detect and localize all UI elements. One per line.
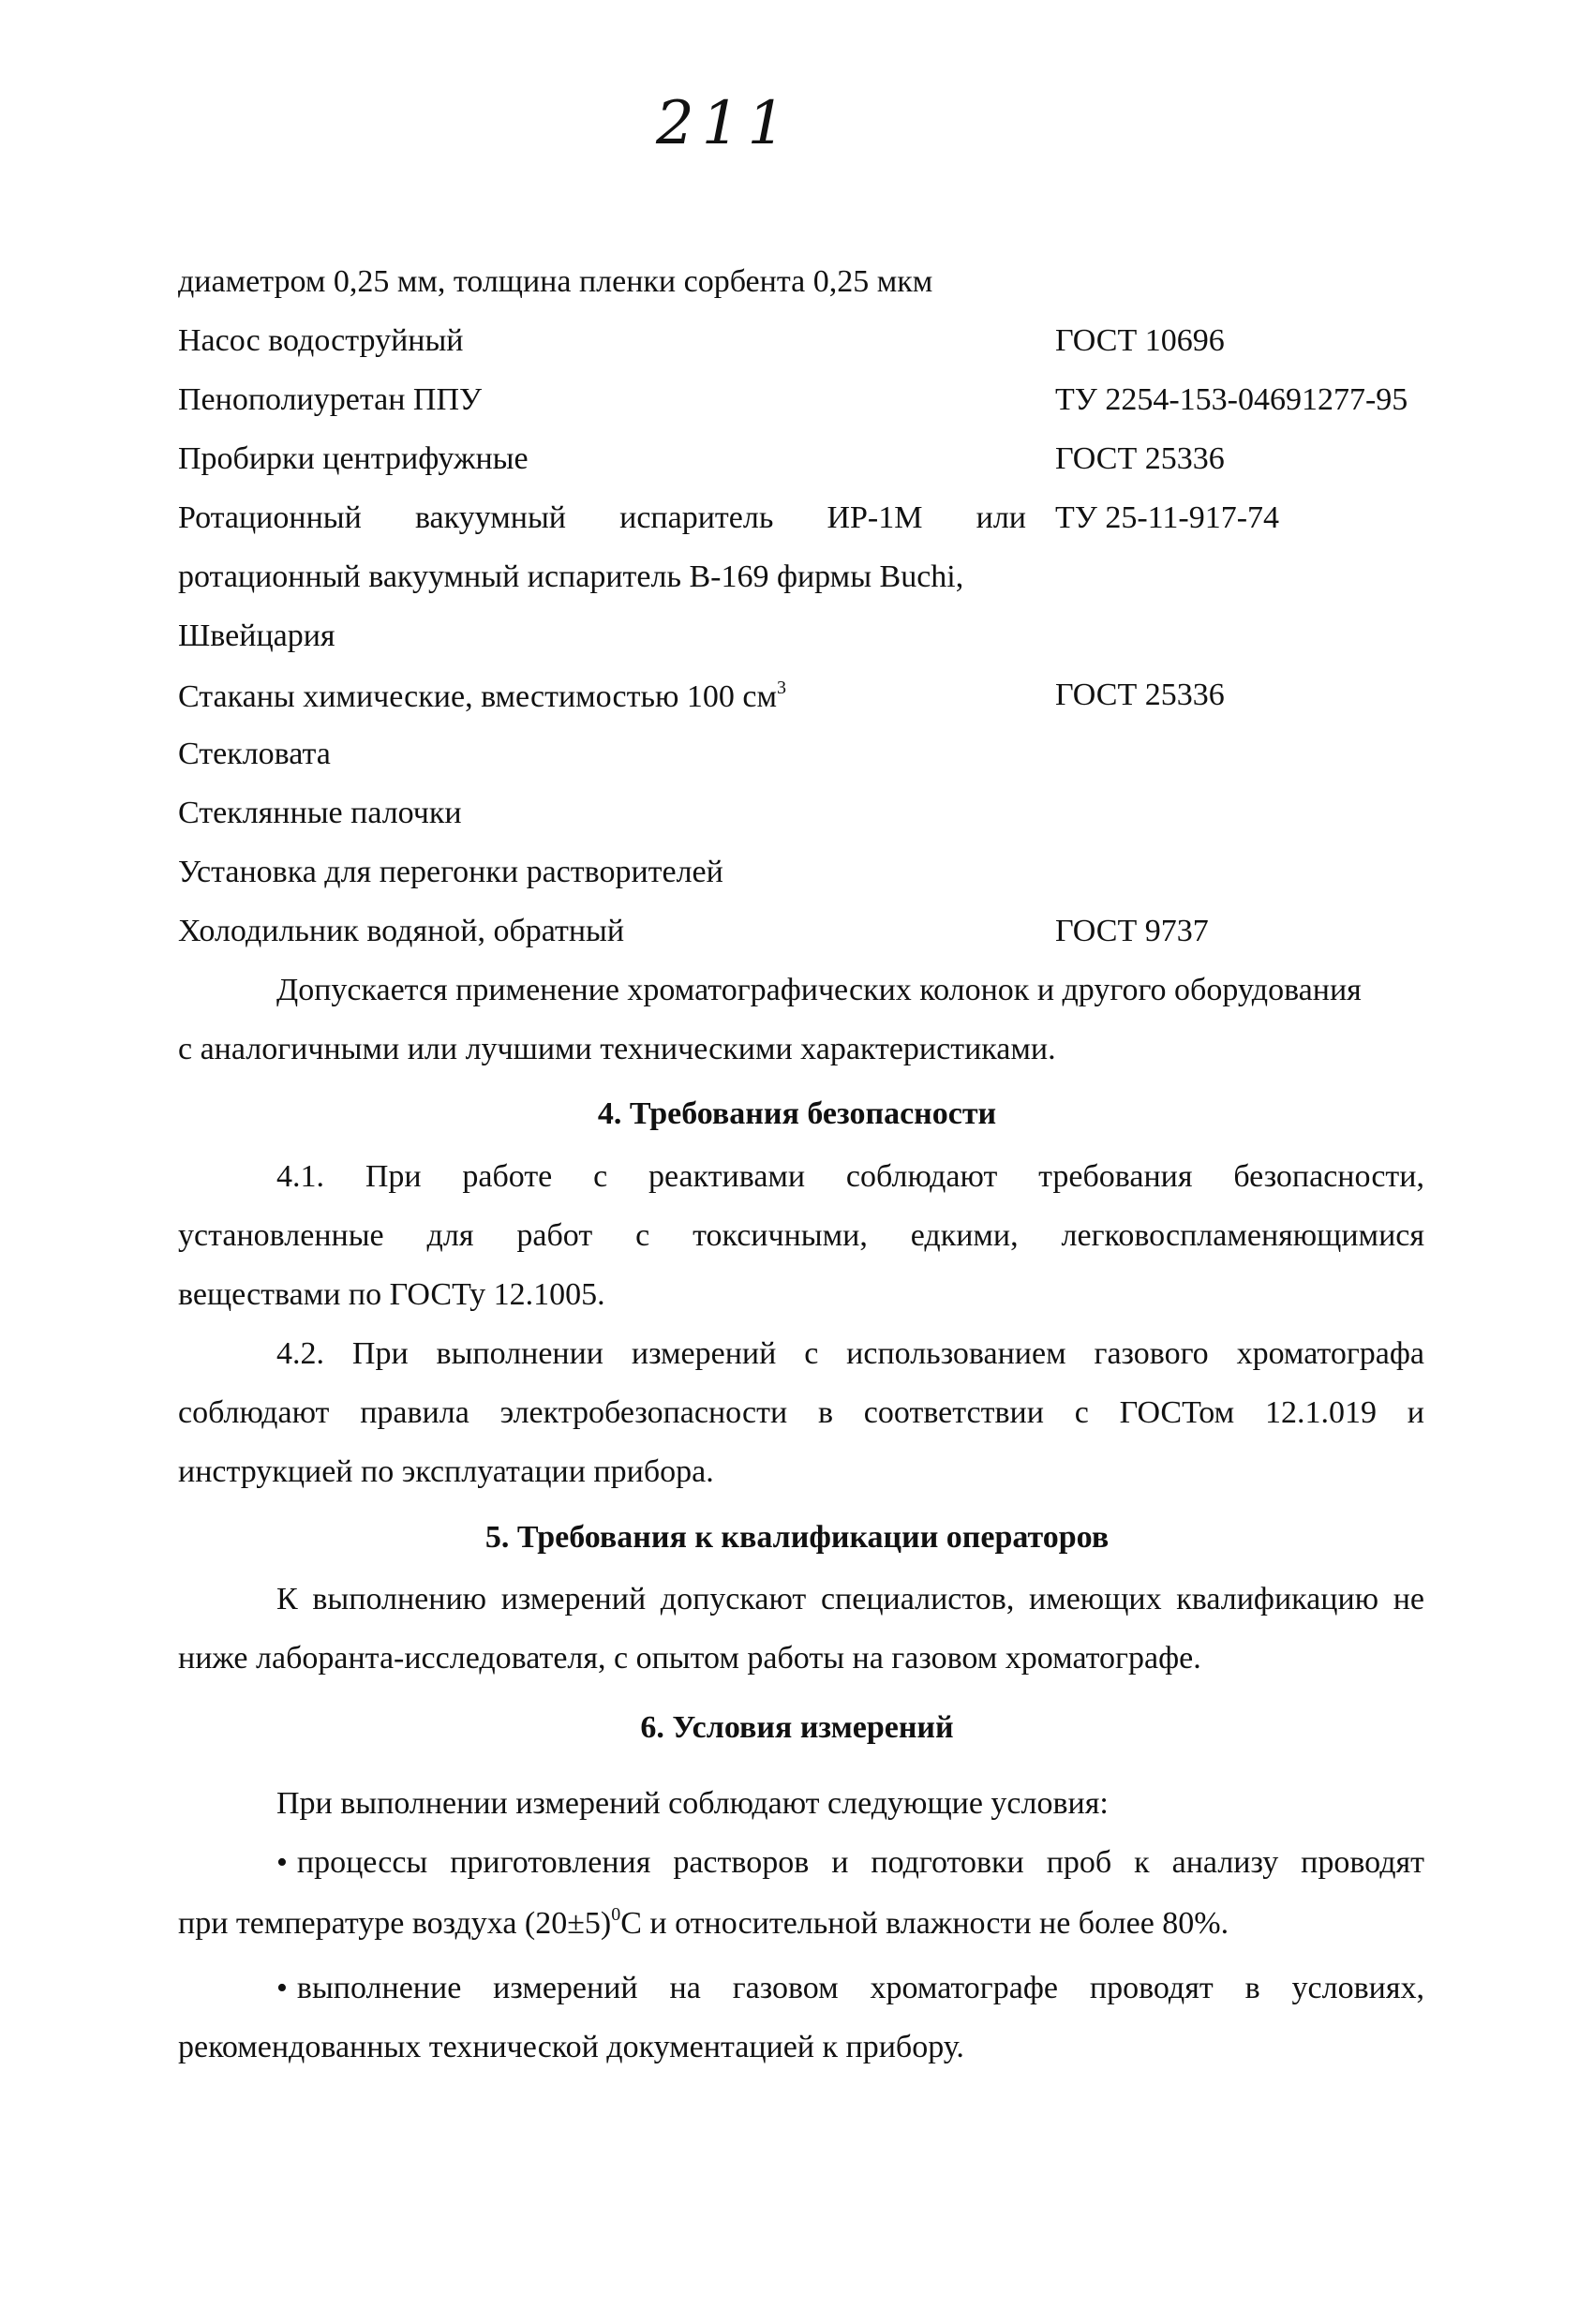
equipment-item-name: Установка для перегонки растворителей [178,855,723,889]
equipment-item-ref: ТУ 25-11-917-74 [1055,500,1280,535]
equipment-note-line: с аналогичными или лучшими техническими характеристиками. [178,1032,1056,1066]
paragraph-line: установленные для работ с токсичными, едкими, легковоспламеняющимися [178,1218,1424,1253]
equipment-item-ref: ГОСТ 25336 [1055,678,1225,712]
bullet-text: выполнение измерений на газовом хроматографе проводят в условиях, [296,1971,1424,2005]
bullet-text: процессы приготовления растворов и подготовки проб к анализу проводят [296,1845,1424,1880]
bullet-continuation: рекомендованных технической документацией к прибору. [178,2030,964,2064]
bullet-icon: • [276,1845,288,1880]
equipment-item-ref: ГОСТ 10696 [1055,323,1225,358]
bullet-text: С и относительной влажности не более 80%. [620,1906,1229,1941]
bullet-continuation [178,1904,1229,1942]
bullet-text: при температуре воздуха (20±5) [178,1906,612,1941]
equipment-item-ref: ТУ 2254-153-04691277-95 [1055,382,1408,417]
section-heading: 4. Требования безопасности [597,1096,997,1131]
paragraph-line: ниже лаборанта-исследователя, с опытом работы на газовом хроматографе. [178,1641,1201,1676]
superscript: 3 [776,678,786,698]
section-heading: 5. Требования к квалификации операторов [484,1520,1110,1555]
equipment-item-name: Швейцария [178,618,335,653]
bullet-icon: • [276,1971,288,2005]
equipment-item-name: Стаканы химические, вместимостью 100 см [178,679,777,714]
paragraph-line: При выполнении измерений соблюдают следующие условия: [276,1786,1109,1821]
equipment-item-name: ротационный вакуумный испаритель В-169 фирмы Buchi, [178,559,964,594]
paragraph-line: веществами по ГОСТу 12.1005. [178,1277,605,1312]
equipment-item-name: Стекловата [178,737,331,771]
equipment-item-name: Пробирки центрифужные [178,441,529,476]
equipment-item-name-with-sup [178,678,786,715]
equipment-note-line: Допускается применение хроматографических колонок и другого оборудования [276,973,1362,1007]
paragraph-line: инструкцией по эксплуатации прибора. [178,1454,714,1489]
equipment-item-name: Ротационный вакуумный испаритель ИР-1М или [178,500,1026,535]
paragraph-line: 4.2. При выполнении измерений с использованием газового хроматографа [276,1336,1424,1371]
page-number: 211 [656,89,794,158]
superscript: 0 [611,1904,621,1925]
equipment-item-ref: ГОСТ 25336 [1055,441,1225,476]
paragraph-line: соблюдают правила электробезопасности в соответствии с ГОСТом 12.1.019 и [178,1395,1424,1430]
section-heading: 6. Условия измерений [640,1710,954,1745]
bullet-item [276,1845,1424,1881]
equipment-item-name: Насос водоструйный [178,323,464,358]
bullet-item [276,1971,1424,2006]
equipment-item-ref: ГОСТ 9737 [1055,914,1209,948]
equipment-continuation: диаметром 0,25 мм, толщина пленки сорбента 0,25 мкм [178,264,933,299]
paragraph-line: К выполнению измерений допускают специалистов, имеющих квалификацию не [276,1582,1424,1616]
paragraph-line: 4.1. При работе с реактивами соблюдают требования безопасности, [276,1159,1424,1194]
equipment-item-name: Холодильник водяной, обратный [178,914,625,948]
equipment-item-name: Стеклянные палочки [178,796,462,830]
equipment-item-name: Пенополиуретан ППУ [178,382,483,417]
